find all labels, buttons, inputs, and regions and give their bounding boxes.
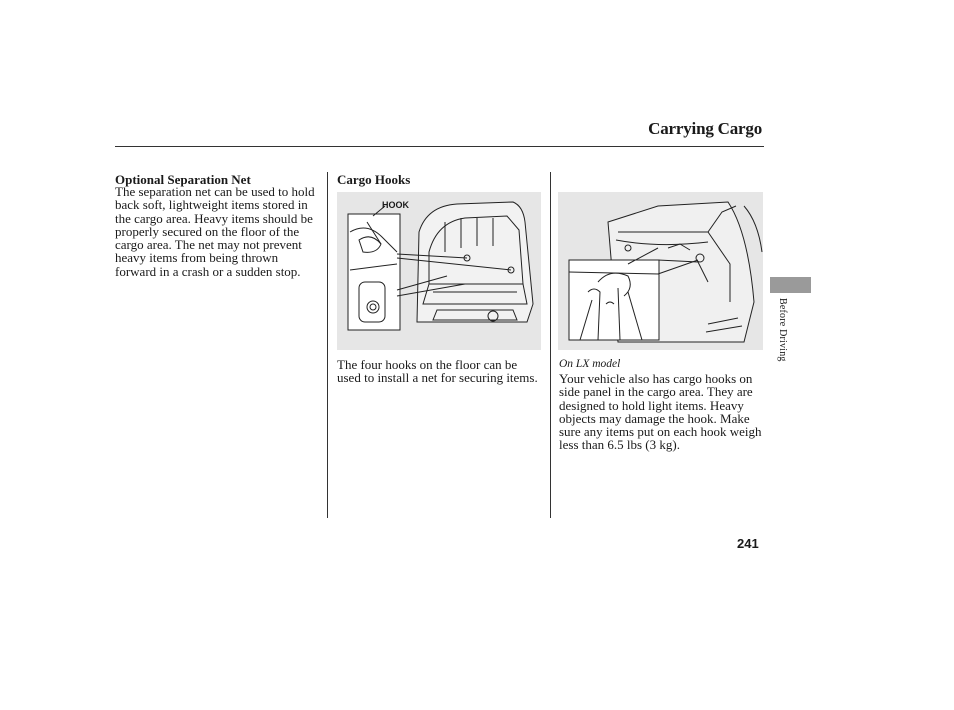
title-rule xyxy=(115,146,764,147)
section-tab-label: Before Driving xyxy=(777,298,788,362)
page-title: Carrying Cargo xyxy=(648,119,762,138)
page-number: 241 xyxy=(737,536,759,551)
side-panel-drawing xyxy=(558,192,763,350)
section-tab-marker xyxy=(770,277,811,293)
cargo-hooks-heading: Cargo Hooks xyxy=(337,172,411,187)
separation-net-heading: Optional Separation Net xyxy=(115,172,251,187)
hook-label: HOOK xyxy=(382,200,409,210)
cargo-hooks-text: The four hooks on the floor can be used to install a net for securing items. xyxy=(337,357,538,386)
column-divider-2 xyxy=(550,172,551,518)
lx-model-caption: On LX model xyxy=(559,358,621,370)
side-panel-hooks-illustration xyxy=(558,192,763,350)
separation-net-text: The separation net can be used to hold back soft, lightweight items stored in the cargo area. Heavy items should be properly secured on the floor of the cargo area. The net may not prevent heavy items from being thrown forward in a crash or a sudden stop. xyxy=(115,184,315,279)
cargo-floor-drawing xyxy=(337,192,541,350)
column-divider-1 xyxy=(327,172,328,518)
cargo-floor-hooks-illustration xyxy=(337,192,541,350)
side-panel-hooks-text: Your vehicle also has cargo hooks on side panel in the cargo area. They are designed to hold light items. Heavy objects may damage the hook. Make sure any items put on each hook weigh less than 6.5 lbs (3 kg). xyxy=(559,371,762,453)
